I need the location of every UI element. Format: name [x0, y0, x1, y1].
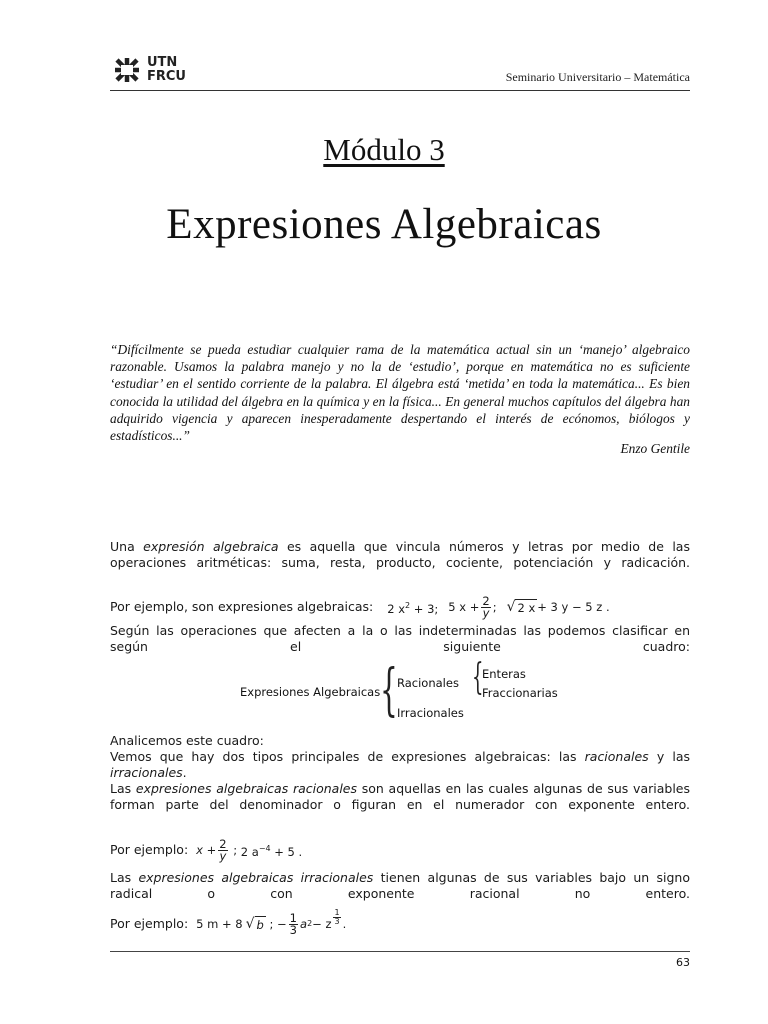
rational-example [110, 834, 690, 866]
rational-after: son aquellas en las cuales algunas de sus variables forman parte del denominador o figuran en el numerador con exponente entero. [110, 781, 690, 812]
analysis-line-1: Analicemos este cuadro: [110, 733, 264, 748]
irrational-ex2-end: . [342, 917, 347, 931]
irrational-example-expr-1 [196, 916, 266, 933]
irrational-ex2-base: a [300, 917, 308, 931]
expr-2-fraction [481, 593, 490, 620]
rational-example-expr-2 [241, 841, 302, 860]
irrational-ex2-denominator: 3 [289, 922, 297, 937]
irrational-ex2-frac-exponent [333, 909, 340, 926]
intro-term: expresión algebraica [143, 539, 279, 554]
rational-ex2-exponent: −4 [258, 843, 271, 853]
diagram-irracionales: Irracionales [397, 706, 464, 720]
rational-before: Las [110, 781, 136, 796]
analysis-line-2 [110, 749, 690, 781]
diagram-racionales: Racionales [397, 676, 459, 690]
irrational-ex2-sign: − [277, 917, 287, 931]
utn-logo [110, 54, 200, 88]
left-brace-icon: { [380, 658, 398, 723]
diagram-root: Expresiones Algebraicas [240, 685, 381, 699]
expr-2-tail: ; [492, 600, 497, 614]
term-irracionales: irracionales [110, 765, 183, 780]
irrational-ex2-fraction [289, 910, 298, 937]
expr-2-base: 5 x + [448, 600, 480, 614]
rational-ex2-base: 2 a [240, 844, 259, 859]
intro-after: es aquella que vincula números y letras por medio de las operaciones aritméticas: suma, resta, producto, cociente, potenciación y radicación. [110, 539, 690, 570]
rational-ex1-denominator: y [219, 848, 227, 863]
rational-example-label: Por ejemplo: [110, 842, 189, 857]
example-1-expr-3 [507, 599, 610, 616]
irrational-ex2-exp-numerator: 1 [334, 907, 340, 917]
analysis-before: Vemos que hay dos tipos principales de expresiones algebraicas: las [110, 749, 585, 764]
example-1-label: Por ejemplo, son expresiones algebraicas: [110, 599, 374, 614]
header-title: Seminario Universitario – Matemática [505, 70, 690, 84]
irrational-before: Las [110, 870, 139, 885]
irrational-example-expr-2 [277, 907, 347, 937]
footer-divider [110, 951, 690, 952]
epigraph-author: Enzo Gentile [620, 441, 690, 456]
expr-1-exponent: 2 [405, 600, 411, 610]
intro-paragraph [110, 539, 690, 571]
irrational-ex2-exponent: 2 [307, 919, 313, 928]
right-brace-icon: { [472, 657, 484, 698]
rational-ex1-base: x + [196, 843, 217, 857]
irrational-ex1-radicand: b [256, 917, 264, 932]
irrational-example [110, 906, 690, 942]
sqrt-icon: √ [245, 916, 255, 932]
rational-ex1-fraction [218, 836, 227, 863]
expr-3-radicand: 2 x [517, 600, 536, 615]
utn-logo-icon [110, 54, 144, 86]
term-racionales: racionales [584, 749, 649, 764]
irrational-after: tienen algunas de sus variables bajo un signo radical o con exponente racional no entero. [110, 870, 690, 901]
expr-1-base: 2 x [387, 601, 406, 616]
rational-ex2-tail: + 5 . [270, 844, 303, 859]
irrational-ex2-term: − z [312, 917, 332, 931]
rational-definition [110, 781, 690, 813]
module-label: Módulo 3 [323, 132, 445, 167]
example-1-expr-1 [387, 598, 438, 617]
analysis-end: . [182, 765, 187, 780]
rational-example-expr-1 [196, 836, 229, 863]
expr-3-tail: + 3 y − 5 z . [537, 600, 610, 614]
irrational-separator: ; [265, 917, 278, 931]
diagram-enteras: Enteras [482, 667, 526, 681]
expr-2-numerator: 2 [482, 593, 490, 608]
logo-line-2: FRCU [147, 69, 186, 84]
analysis-mid: y las [648, 749, 690, 764]
rational-term: expresiones algebraicas racionales [135, 781, 358, 796]
irrational-ex1-base: 5 m + 8 [196, 917, 243, 931]
example-1 [110, 592, 690, 622]
epigraph-quote: “Difícilmente se pueda estudiar cualquier rama de la matemática actual sin un ‘manejo’ algebraico razonable. Usamos la palabra manejo y no la de ‘estudio’, porque en matemática no es suficiente ‘estudiar’ en el sentido corriente de la palabra. El álgebra está ‘metida’ en toda la matemática... Es bien conocida la utilidad del álgebra en la química y en la física... En general muchos capítulos del álgebra han adquirido vigencia y aparecen inesperadamente despertando el interés de ecónomos, biólogos y estadísticos...” [110, 342, 690, 444]
logo-text [147, 56, 186, 84]
classification-diagram [240, 657, 580, 726]
rational-ex1-numerator: 2 [219, 836, 227, 851]
logo-line-1: UTN [147, 55, 178, 70]
irrational-definition [110, 870, 690, 902]
classification-paragraph: Según las operaciones que afecten a la o las indeterminadas las podemos clasificar en según el siguiente cuadro: [110, 623, 690, 654]
expr-1-tail: + 3; [410, 601, 439, 616]
irrational-ex2-numerator: 1 [289, 910, 297, 925]
page-title: Expresiones Algebraicas [166, 201, 602, 248]
rational-separator: ; [229, 843, 241, 857]
example-1-expr-2 [448, 593, 497, 620]
page-number: 63 [676, 956, 690, 969]
diagram-fraccionarias: Fraccionarias [482, 686, 558, 700]
irrational-term: expresiones algebraicas irracionales [138, 870, 374, 885]
expr-2-denominator: y [482, 605, 490, 620]
irrational-ex2-exp-denominator: 3 [334, 916, 340, 926]
sqrt-icon: √ [506, 599, 516, 615]
page-header [110, 54, 690, 94]
intro-before: Una [110, 539, 144, 554]
header-divider [110, 90, 690, 91]
irrational-example-label: Por ejemplo: [110, 916, 189, 931]
